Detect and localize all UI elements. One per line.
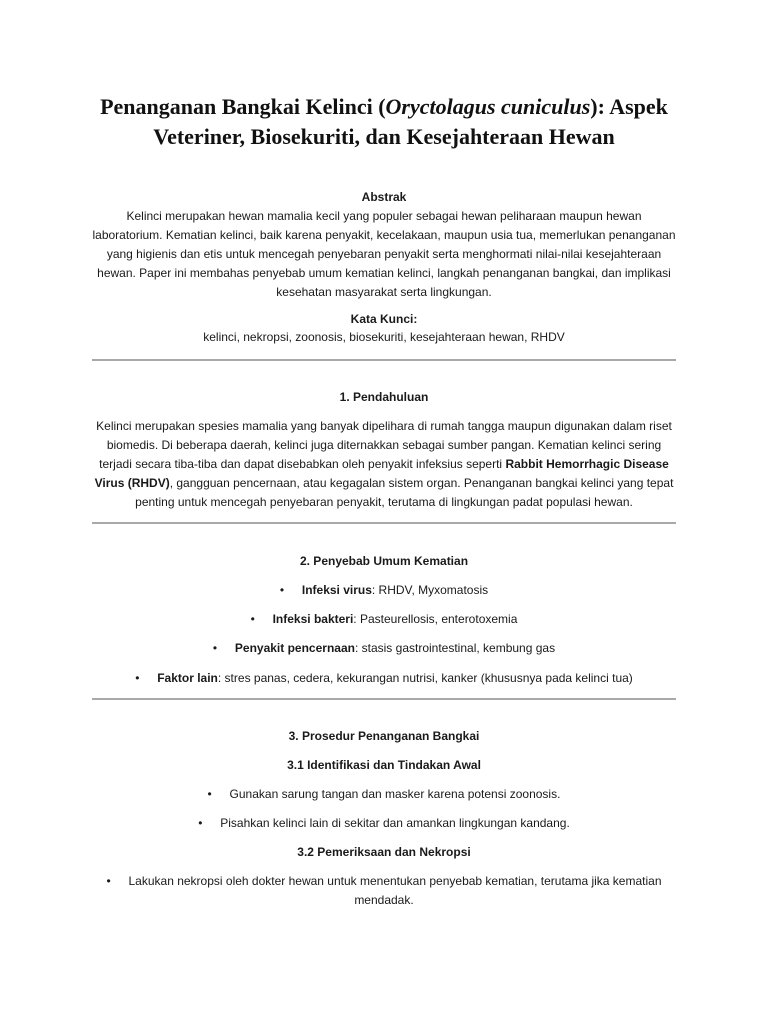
bullet-icon: • <box>279 583 285 597</box>
abstract-text: Kelinci merupakan hewan mamalia kecil yang populer sebagai hewan peliharaan maupun hewan laboratorium. Kematian kelinci, baik karena penyakit, kecelakaan, maupun usia tua, memerlukan penanganan yang higienis dan etis untuk mencegah penyebaran penyakit serta menghormati nilai-nilai kesejahteraan hewan. Paper ini membahas penyebab umum kematian kelinci, langkah penanganan bangkai, dan implikasi kesehatan masyarakat serta lingkungan. <box>92 209 676 299</box>
paper-title <box>92 0 676 152</box>
section1-text <box>92 417 676 512</box>
keywords-label: Kata Kunci: <box>350 312 418 326</box>
bullet-icon: • <box>250 612 255 626</box>
section1-text-before: Kelinci merupakan spesies mamalia yang banyak dipelihara di rumah tangga maupun digunakan dalam riset biomedis. Di beberapa daerah, kelinci juga diternakkan sebagai sumber pangan. Kematian kelinci sering terjadi secara tiba-tiba dan dapat disebabkan oleh penyakit infeksius seperti <box>96 419 672 471</box>
title-part1: Penanganan Bangkai Kelinci ( <box>100 94 386 119</box>
bullet-icon: • <box>135 671 140 685</box>
list-item-desc: : stres panas, cedera, kekurangan nutrisi, kanker (khususnya pada kelinci tua) <box>217 671 633 685</box>
list-item <box>92 872 676 910</box>
section3-2-heading: 3.2 Pemeriksaan dan Nekropsi <box>297 845 471 859</box>
section2-heading: 2. Penyebab Umum Kematian <box>299 554 469 568</box>
section1-text-after: , gangguan pencernaan, atau kegagalan sistem organ. Penanganan bangkai kelinci yang tepat penting untuk mencegah penyebaran penyakit, terutama di lingkungan padat populasi hewan. <box>135 476 674 509</box>
bullet-icon: • <box>207 787 212 801</box>
list-item-term: Infeksi virus <box>301 583 372 597</box>
list-item-desc: : Pasteurellosis, enterotoxemia <box>353 612 518 626</box>
initial-actions-list <box>92 785 676 833</box>
list-item-term: Infeksi bakteri <box>272 612 354 626</box>
necropsy-list <box>92 872 676 910</box>
list-item <box>92 639 676 658</box>
list-item-text: Gunakan sarung tangan dan masker karena potensi zoonosis. <box>229 787 561 801</box>
divider <box>92 359 676 361</box>
section1-text-bold: Rabbit Hemorrhagic Disease Virus (RHDV) <box>94 457 669 490</box>
section1-heading: 1. Pendahuluan <box>339 390 429 404</box>
list-item <box>92 581 676 600</box>
title-species: Oryctolagus cuniculus <box>385 94 591 119</box>
list-item-desc: : stasis gastrointestinal, kembung gas <box>354 641 556 655</box>
causes-list <box>92 581 676 688</box>
list-item <box>92 610 676 629</box>
bullet-icon: • <box>106 874 111 888</box>
section3-heading: 3. Prosedur Penanganan Bangkai <box>288 729 480 743</box>
bullet-icon: • <box>212 641 218 655</box>
list-item <box>92 785 676 804</box>
list-item-desc: : RHDV, Myxomatosis <box>371 583 489 597</box>
list-item-term: Penyakit pencernaan <box>234 641 355 655</box>
list-item-term: Faktor lain <box>157 671 218 685</box>
keywords-text: kelinci, nekropsi, zoonosis, biosekuriti, kesejahteraan hewan, RHDV <box>203 330 565 344</box>
list-item-text: Pisahkan kelinci lain di sekitar dan amankan lingkungan kandang. <box>220 816 570 830</box>
list-item <box>92 669 676 688</box>
section3-1-heading: 3.1 Identifikasi dan Tindakan Awal <box>287 758 481 772</box>
abstract-label: Abstrak <box>361 190 407 204</box>
divider <box>92 522 676 524</box>
list-item <box>92 814 676 833</box>
bullet-icon: • <box>198 816 203 830</box>
title-part2: ): Aspek Veteriner, Biosekuriti, dan Kesejahteraan Hewan <box>153 94 668 149</box>
divider <box>92 698 676 700</box>
list-item-text: Lakukan nekropsi oleh dokter hewan untuk menentukan penyebab kematian, terutama jika kematian mendadak. <box>128 874 662 907</box>
